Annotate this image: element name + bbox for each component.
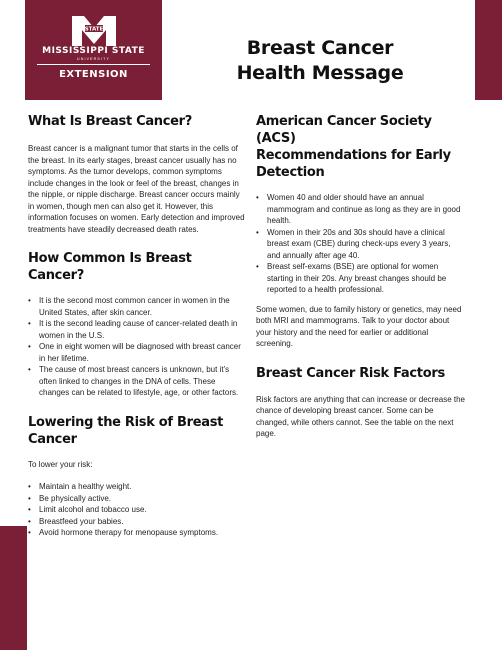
risk-paragraph: Risk factors are anything that can increase or decrease the chance of developing breast cancer. Some can be changed, while others cannot. See the table on the next page. <box>256 394 465 438</box>
list-item: • Women in their 20s and 30s should have a clinical breast exam (CBE) during check-ups every 3 years, and annually after age 40. <box>256 227 466 262</box>
what-heading: What Is Breast Cancer? <box>28 114 193 129</box>
list-item: • Breast self-exams (BSE) are optional for women starting in their 20s. Any breast changes should be reported to a health professional. <box>256 261 466 296</box>
acs-heading-line1: American Cancer Society (ACS) <box>256 114 432 146</box>
common-heading: How Common Is Breast Cancer? <box>28 251 192 283</box>
lowering-intro: To lower your risk: <box>28 459 93 469</box>
logo-divider <box>37 64 150 65</box>
page-title-line2: Health Message <box>236 62 404 84</box>
list-item: • It is the second most common cancer in women in the United States, after skin cancer. <box>28 295 246 318</box>
acs-heading-line2: Recommendations for Early Detection <box>256 148 451 180</box>
acs-list <box>256 192 466 296</box>
lowering-heading: Lowering the Risk of Breast Cancer <box>28 414 224 447</box>
logo-university-name: MISSISSIPPI STATE <box>42 46 145 56</box>
list-item: • Maintain a healthy weight. <box>28 481 246 493</box>
list-item: • Breastfeed your babies. <box>28 516 246 528</box>
common-list <box>28 295 246 399</box>
acs-paragraph: Some women, due to family history or genetics, may need both MRI and mammograms. Talk to your doctor about your history and the need for earlier or additional screening. <box>256 304 462 348</box>
what-paragraph: Breast cancer is a malignant tumor that starts in the cells of the breast. In its early stages, breast cancer usually has no symptoms. As the tumor develops, common symptoms include changes in the look or feel of the breast, changes in the nipple, or nipple discharge. Breast cancer occurs mainly in women, though men can also get it. However, this information focuses on women. Early detection and improved treatments have steadily decreased death rates. <box>28 144 245 234</box>
msu-m-emblem-icon <box>72 16 116 46</box>
list-item: • Limit alcohol and tobacco use. <box>28 504 246 516</box>
logo-university-label: UNIVERSITY <box>76 57 110 61</box>
top-right-accent-bar <box>475 0 502 100</box>
acs-heading <box>256 113 466 181</box>
logo-shield-text: STATE <box>84 26 104 33</box>
risk-heading: Breast Cancer Risk Factors <box>256 365 445 381</box>
list-item: • It is the second leading cause of cancer-related death in women in the U.S. <box>28 318 246 341</box>
page-title-line1: Breast Cancer <box>246 37 394 59</box>
list-item: • One in eight women will be diagnosed with breast cancer in her lifetime. <box>28 341 246 364</box>
list-item: • Avoid hormone therapy for menopause symptoms. <box>28 527 246 539</box>
list-item: • The cause of most breast cancers is unknown, but it’s often linked to changes in the DNA of cells. These changes can be related to lifestyle, age, or other factors. <box>28 364 246 399</box>
logo-extension: EXTENSION <box>59 69 128 80</box>
list-item: • Be physically active. <box>28 493 246 505</box>
right-column <box>256 113 466 440</box>
bottom-left-accent-bar <box>0 526 27 650</box>
list-item: • Women 40 and older should have an annual mammogram and continue as long as they are in good health. <box>256 192 466 227</box>
left-column <box>28 113 246 539</box>
msu-extension-logo <box>25 0 162 100</box>
page-title <box>220 36 420 86</box>
lowering-list <box>28 481 246 539</box>
